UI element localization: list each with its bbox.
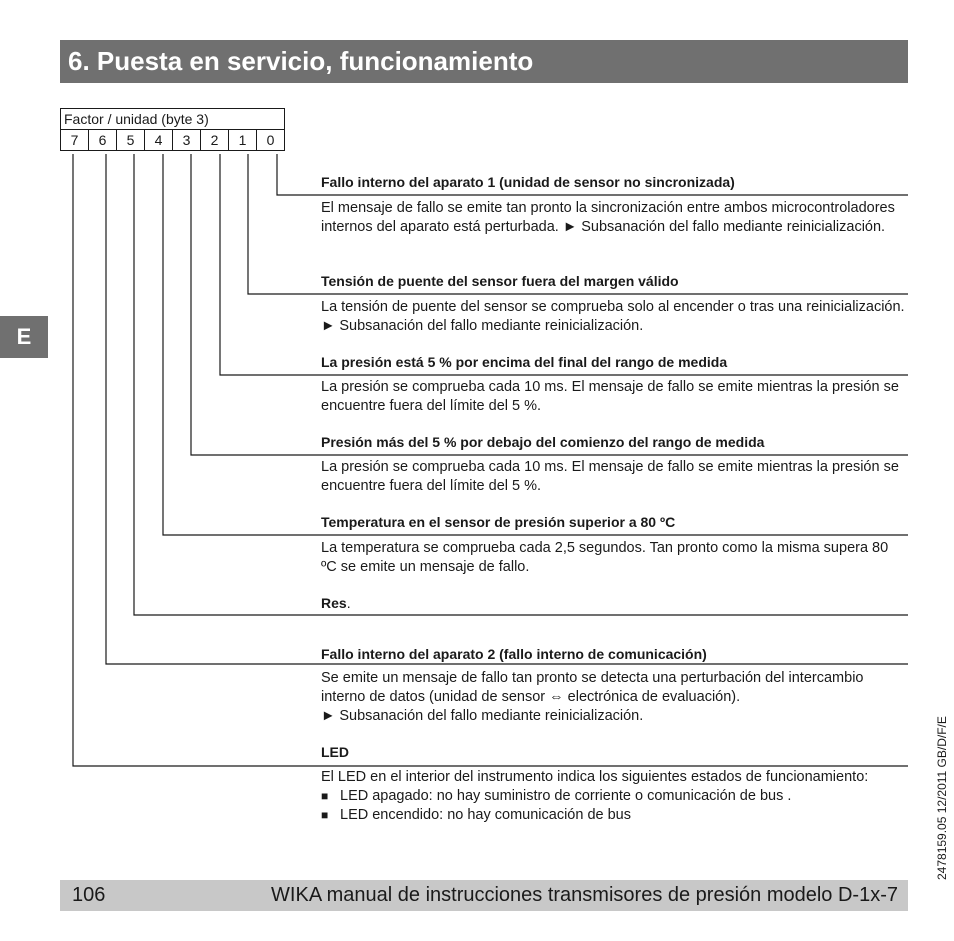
entry-title: Tensión de puente del sensor fuera del margen válido <box>321 273 679 289</box>
entry-paragraph: El mensaje de fallo se emite tan pronto la sincronización entre ambos microcontroladores internos del aparato está perturbada. ► Subsanación del fallo mediante reinicialización. <box>321 200 895 235</box>
bit-cell: 0 <box>257 130 285 151</box>
entry-title: Presión más del 5 % por debajo del comienzo del rango de medida <box>321 434 765 450</box>
entry-title: La presión está 5 % por encima del final del rango de medida <box>321 354 728 370</box>
footer-text: WIKA manual de instrucciones transmisores de presión modelo D-1x-7 <box>271 884 898 906</box>
bullet-square-icon: ■ <box>321 808 329 822</box>
entry-body <box>321 199 906 237</box>
list-item-text: LED encendido: no hay comunicación de bus <box>340 807 631 823</box>
entry-paragraph: La presión se comprueba cada 10 ms. El mensaje de fallo se emite mientras la presión se encuentre fuera del límite del 5 %. <box>321 459 899 494</box>
section-title: 6. Puesta en servicio, funcionamiento <box>60 40 908 83</box>
list-item-text: LED apagado: no hay suministro de corriente o comunicación de bus . <box>340 788 792 804</box>
footer-bar <box>60 880 908 911</box>
bit-cell: 5 <box>117 130 145 151</box>
entry-paragraph: Se emite un mensaje de fallo tan pronto se detecta una perturbación del intercambio interno de datos (unidad de sensor ⇔ electrónica de evaluación). <box>321 670 864 705</box>
entry-body <box>321 458 906 496</box>
entry-title-reserved <box>321 595 351 611</box>
entry-paragraph: La temperatura se comprueba cada 2,5 segundos. Tan pronto como la misma supera 80 ºC se emite un mensaje de fallo. <box>321 540 889 575</box>
bit-table-header: Factor / unidad (byte 3) <box>61 109 285 130</box>
entry-body <box>321 378 906 416</box>
entry-paragraph: La presión se comprueba cada 10 ms. El mensaje de fallo se emite mientras la presión se encuentre fuera del límite del 5 %. <box>321 379 899 414</box>
list-item <box>321 787 906 806</box>
entry-paragraph: La tensión de puente del sensor se comprueba solo al encender o tras una reinicialización. ► Subsanación del fallo mediante reinicialización. <box>321 299 905 334</box>
bit-cell: 2 <box>201 130 229 151</box>
entry-paragraph: El LED en el interior del instrumento indica los siguientes estados de funcionamiento: <box>321 769 869 785</box>
entry-title: Fallo interno del aparato 1 (unidad de sensor no sincronizada) <box>321 174 735 190</box>
entry-title: Temperatura en el sensor de presión superior a 80 ºC <box>321 514 676 530</box>
bit-cell: 7 <box>61 130 89 151</box>
bullet-square-icon: ■ <box>321 789 329 803</box>
entry-body <box>321 669 906 726</box>
entry-paragraph: ► Subsanación del fallo mediante reinicialización. <box>321 708 644 724</box>
entry-title: LED <box>321 744 349 760</box>
entry-title-text: Res <box>321 595 347 611</box>
bit-cell: 1 <box>229 130 257 151</box>
entry-title-suffix: . <box>346 595 351 611</box>
document-code: 2478159.05 12/2011 GB/D/F/E <box>935 716 949 880</box>
bit-cell: 4 <box>145 130 173 151</box>
entry-body <box>321 768 906 825</box>
page-number: 106 <box>72 884 106 906</box>
list-item <box>321 806 906 825</box>
entry-body <box>321 539 906 577</box>
bit-cell: 6 <box>89 130 117 151</box>
entry-body <box>321 298 906 336</box>
language-tab: E <box>0 316 48 358</box>
bit-cell: 3 <box>173 130 201 151</box>
entry-title: Fallo interno del aparato 2 (fallo interno de comunicación) <box>321 646 707 662</box>
